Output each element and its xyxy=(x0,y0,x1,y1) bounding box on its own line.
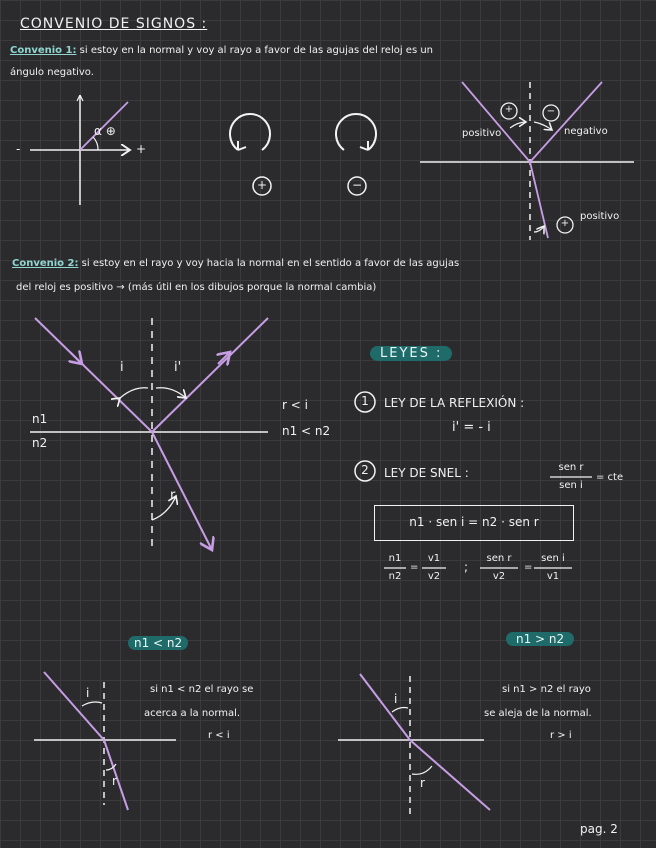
bottom-left-title: n1 < n2 xyxy=(128,636,188,650)
law2-title: LEY DE SNEL : xyxy=(384,466,469,480)
convention2-line2: del reloj es positivo → (más útil en los dibujos porque la normal cambia) xyxy=(16,282,377,293)
snell-fraction-tail: = cte xyxy=(596,472,624,483)
convention1-line1 xyxy=(10,45,433,56)
axis-plus-label: + xyxy=(136,142,147,156)
bottom-right-i: i xyxy=(394,692,398,706)
convention2-label: Convenio 2: xyxy=(12,258,79,269)
equals-sign-1: = xyxy=(410,562,419,573)
bottom-right-line2: se aleja de la normal. xyxy=(484,708,592,719)
refracted-angle-label: r xyxy=(170,488,176,503)
ratio-sen-i: sen i xyxy=(541,553,565,564)
positive-left-label: positivo xyxy=(462,128,502,139)
n1-label: n1 xyxy=(32,412,48,426)
snell-fraction-num: sen r xyxy=(558,462,584,473)
ratio-v2-den: v2 xyxy=(492,571,506,582)
ratio-v2: v2 xyxy=(427,571,441,582)
convention1-text: si estoy en la normal y voy al rayo a favor de las agujas del reloj es un xyxy=(79,45,434,56)
page-number: pag. 2 xyxy=(580,822,618,836)
convention1-label: Convenio 1: xyxy=(10,45,77,56)
bottom-right-r: r xyxy=(420,776,425,790)
page-title: CONVENIO DE SIGNOS : xyxy=(20,16,208,32)
convention2-text: si estoy en el rayo y voy hacia la normal en el sentido a favor de las agujas xyxy=(81,258,460,269)
snell-boxed-text: n1 · sen i = n2 · sen r xyxy=(409,515,539,529)
r-lt-i-label: r < i xyxy=(282,398,308,412)
alpha-label: α ⊕ xyxy=(94,124,116,138)
positive-bottom-label: positivo xyxy=(580,211,620,222)
law1-number: 1 xyxy=(361,394,369,408)
ratio-n2: n2 xyxy=(388,571,402,582)
bottom-left-r: r xyxy=(112,774,117,788)
convention1-line2: ángulo negativo. xyxy=(10,67,94,78)
semicolon: ; xyxy=(464,560,469,574)
fig3-minus-sign: − xyxy=(546,106,556,117)
circle-minus-sign: − xyxy=(351,178,363,192)
equals-sign-2: = xyxy=(524,562,533,573)
law2-number: 2 xyxy=(361,463,369,477)
law1-equation: i' = - i xyxy=(452,420,491,435)
ratio-sen-r: sen r xyxy=(486,553,512,564)
ratio-n1: n1 xyxy=(388,553,402,564)
ratio-v1: v1 xyxy=(427,553,441,564)
reflected-angle-label: i' xyxy=(174,360,182,375)
fig3-plus-sign: + xyxy=(504,104,514,115)
bottom-left-i: i xyxy=(86,686,90,700)
bottom-left-line2: acerca a la normal. xyxy=(144,708,241,719)
bottom-left-line1: si n1 < n2 el rayo se xyxy=(150,684,254,695)
incident-angle-label: i xyxy=(120,360,124,375)
bottom-right-title: n1 > n2 xyxy=(506,632,574,646)
axis-minus-label: - xyxy=(16,142,21,156)
axes-figure xyxy=(30,95,130,205)
laws-heading: LEYES : xyxy=(370,346,452,361)
bottom-right-line1: si n1 > n2 el rayo xyxy=(502,684,591,695)
bottom-right-figure xyxy=(338,674,490,818)
convention2-line1 xyxy=(12,258,459,269)
snell-boxed-equation xyxy=(374,505,574,541)
snell-fraction-den: sen i xyxy=(559,480,583,491)
negative-label: negativo xyxy=(564,126,608,137)
bottom-left-line3: r < i xyxy=(208,730,230,741)
circle-plus-sign: + xyxy=(256,178,268,192)
ratio-v1-den: v1 xyxy=(546,571,560,582)
fig3-plus-bottom-sign: + xyxy=(560,218,570,229)
law1-title: LEY DE LA REFLEXIÓN : xyxy=(384,396,525,410)
refraction-figure xyxy=(30,318,268,550)
n2-label: n2 xyxy=(32,436,48,450)
n1-lt-n2-label: n1 < n2 xyxy=(282,424,331,438)
bottom-right-line3: r > i xyxy=(550,730,572,741)
